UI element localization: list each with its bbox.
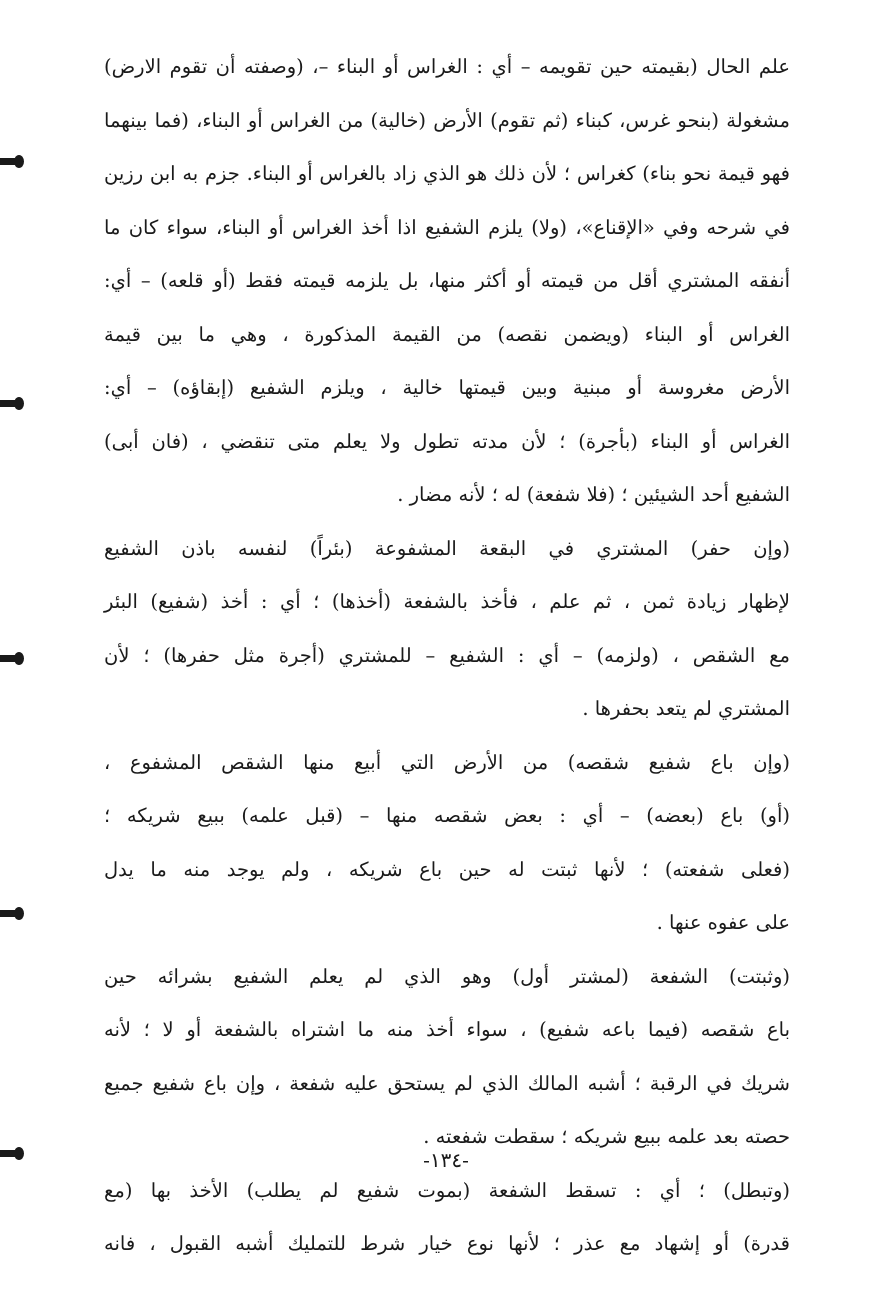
text-line: (وإن باع شفيع شقصه) من الأرض التي أبيع منها الشقص المشفوع ، [104, 750, 790, 774]
text-line: قدرة) أو إشهاد مع عذر ؛ لأنها نوع خيار شرط للتمليك أشبه القبول ، فانه [104, 1232, 790, 1255]
margin-mark [0, 400, 20, 407]
page-number: -١٣٤- [423, 1148, 469, 1172]
text-line: فهو قيمة نحو بناء) كغراس ؛ لأن ذلك هو الذي زاد بالغراس أو البناء. جزم به ابن رزين [104, 162, 790, 185]
margin-mark [0, 910, 20, 917]
text-line: الغراس أو البناء (بأجرة) ؛ لأن مدته تطول ولا يعلم متى تنقضي ، (فان أبى) [104, 429, 790, 453]
text-line: (وإن حفر) المشتري في البقعة المشفوعة (بئراً) لنفسه باذن الشفيع [104, 536, 790, 560]
text-line: المشتري لم يتعد بحفرها . [582, 697, 790, 720]
text-line: أنفقه المشتري أقل من قيمته أو أكثر منها، بل يلزمه قيمته فقط (أو قلعه) – أي: [104, 269, 790, 292]
text-line: (أو) باع (بعضه) – أي : بعض شقصه منها – (قبل علمه) ببيع شريكه ؛ [104, 804, 790, 827]
text-line: الغراس أو البناء (ويضمن نقصه) من القيمة المذكورة ، وهي ما بين قيمة [104, 322, 790, 346]
margin-mark [0, 655, 20, 662]
text-line: في شرحه وفي «الإقناع»، (ولا) يلزم الشفيع اذا أخذ الغراس أو البناء، سواء كان ما [104, 215, 790, 239]
page-body [104, 40, 790, 1271]
text-line: الأرض مغروسة أو مبنية وبين قيمتها خالية ، ويلزم الشفيع (إبقاؤه) – أي: [104, 376, 790, 399]
text-line: لإظهار زيادة ثمن ، ثم علم ، فأخذ بالشفعة (أخذها) ؛ أي : أخذ (شفيع) البئر [104, 590, 790, 613]
text-line: باع شقصه (فيما باعه شفيع) ، سواء أخذ منه ما اشتراه بالشفعة أو لا ؛ لأنه [104, 1018, 790, 1041]
text-line: الشفيع أحد الشيئين ؛ (فلا شفعة) له ؛ لأنه مضار . [397, 483, 790, 506]
text-line: شريك في الرقبة ؛ أشبه المالك الذي لم يستحق عليه شفعة ، وإن باع شفيع جميع [104, 1071, 790, 1095]
text-line: (وثبتت) الشفعة (لمشتر أول) وهو الذي لم يعلم الشفيع بشرائه حين [104, 964, 790, 988]
text-line: (وتبطل) ؛ أي : تسقط الشفعة (بموت شفيع لم يطلب) الأخذ بها (مع [104, 1178, 790, 1202]
text-line: علم الحال (بقيمته حين تقويمه – أي : الغراس أو البناء –، (وصفته أن تقوم الارض) [104, 55, 790, 78]
margin-mark [0, 158, 20, 165]
text-line: على عفوه عنها . [656, 911, 790, 934]
text-line: (فعلى شفعته) ؛ لأنها ثبتت له حين باع شريكه ، ولم يوجد منه ما يدل [104, 857, 790, 881]
text-line: مع الشقص ، (ولزمه) – أي : الشفيع – للمشتري (أجرة مثل حفرها) ؛ لأن [104, 643, 790, 667]
text-line: مشغولة (بنحو غرس، كبناء (ثم تقوم) الأرض (خالية) من الغراس أو البناء، (فما بينهما [104, 108, 790, 132]
margin-mark [0, 1150, 20, 1157]
text-line: حصته بعد علمه ببيع شريكه ؛ سقطت شفعته . [423, 1125, 790, 1148]
